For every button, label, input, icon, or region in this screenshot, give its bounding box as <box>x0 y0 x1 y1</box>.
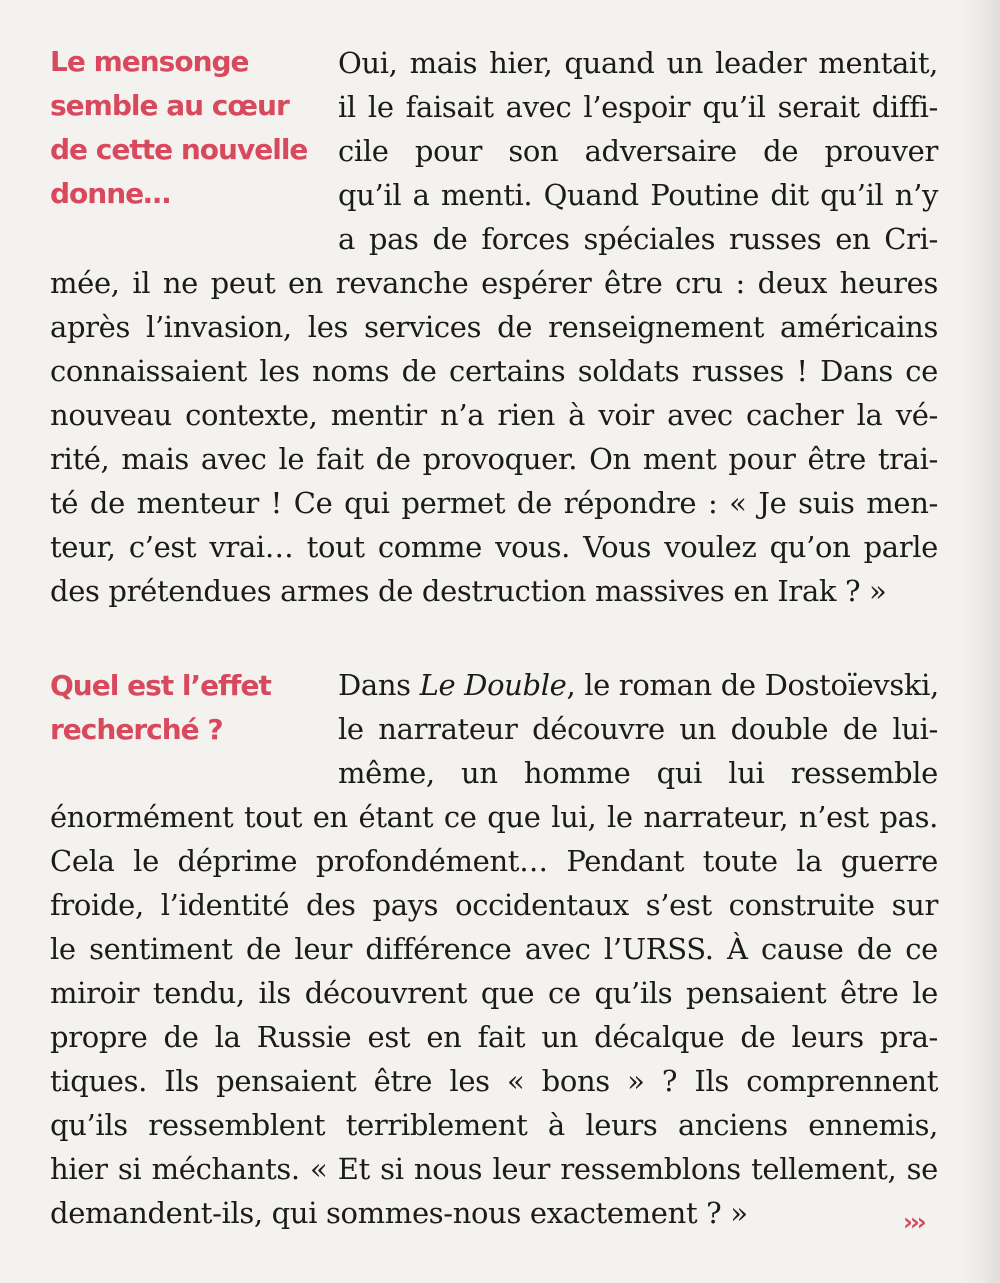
answer-1-line: a pas de forces spéciales russes en Cri- <box>338 222 938 256</box>
answer-2-line: propre de la Russie est en fait un décalque de leurs pra- <box>50 1020 938 1054</box>
answer-1-line: il le faisait avec l’espoir qu’il serait diffi- <box>338 90 938 124</box>
answer-2-line: le narrateur découvre un double de lui- <box>338 712 938 746</box>
answer-1-line: Oui, mais hier, quand un leader mentait, <box>338 46 938 80</box>
question-1-line-4: donne… <box>50 177 171 210</box>
answer-1-line: après l’invasion, les services de renseignement américains <box>50 310 938 344</box>
answer-1-line: rité, mais avec le fait de provoquer. On ment pour être trai- <box>50 442 938 476</box>
answer-2-line: demandent-ils, qui sommes-nous exactement ? » <box>50 1196 748 1230</box>
page-edge-shadow <box>982 0 1000 1283</box>
question-1-line-2: semble au cœur <box>50 89 289 122</box>
answer-2-line: miroir tendu, ils découvrent que ce qu’ils pensaient être le <box>50 976 938 1010</box>
answer-1-line: té de menteur ! Ce qui permet de répondre : « Je suis men- <box>50 486 938 520</box>
question-1-line-3: de cette nouvelle <box>50 133 308 166</box>
continue-arrows-icon: ››› <box>903 1208 924 1236</box>
answer-1-line: qu’il a menti. Quand Poutine dit qu’il n’y <box>338 178 938 212</box>
answer-2-line: énormément tout en étant ce que lui, le narrateur, n’est pas. <box>50 800 938 834</box>
question-2-line-2: recherché ? <box>50 713 223 746</box>
answer-2-text: Dans <box>338 668 420 702</box>
answer-2-line: le sentiment de leur différence avec l’URSS. À cause de ce <box>50 932 938 966</box>
answer-2-line: Cela le déprime profondément… Pendant toute la guerre <box>50 844 938 878</box>
answer-2-line: qu’ils ressemblent terriblement à leurs anciens ennemis, <box>50 1108 938 1142</box>
answer-1-line: des prétendues armes de destruction massives en Irak ? » <box>50 574 887 608</box>
answer-1-line: teur, c’est vrai… tout comme vous. Vous voulez qu’on parle <box>50 530 938 564</box>
answer-2-line: tiques. Ils pensaient être les « bons » ? Ils comprennent <box>50 1064 938 1098</box>
answer-1-line: mée, il ne peut en revanche espérer être cru : deux heures <box>50 266 938 300</box>
answer-2-line: froide, l’identité des pays occidentaux s’est construite sur <box>50 888 938 922</box>
answer-2-line: même, un homme qui lui ressemble <box>338 756 938 790</box>
answer-1-line: nouveau contexte, mentir n’a rien à voir avec cacher la vé- <box>50 398 938 432</box>
answer-1-line: cile pour son adversaire de prouver <box>338 134 938 168</box>
question-2-line-1: Quel est l’effet <box>50 669 271 702</box>
answer-2-line: hier si méchants. « Et si nous leur ressemblons tellement, se <box>50 1152 938 1186</box>
question-1-line-1: Le mensonge <box>50 45 249 78</box>
answer-2-text: , le roman de Dostoïevski, <box>566 668 939 702</box>
answer-2-line <box>338 663 938 707</box>
answer-1-line: connaissaient les noms de certains soldats russes ! Dans ce <box>50 354 938 388</box>
book-title: Le Double <box>419 668 567 702</box>
